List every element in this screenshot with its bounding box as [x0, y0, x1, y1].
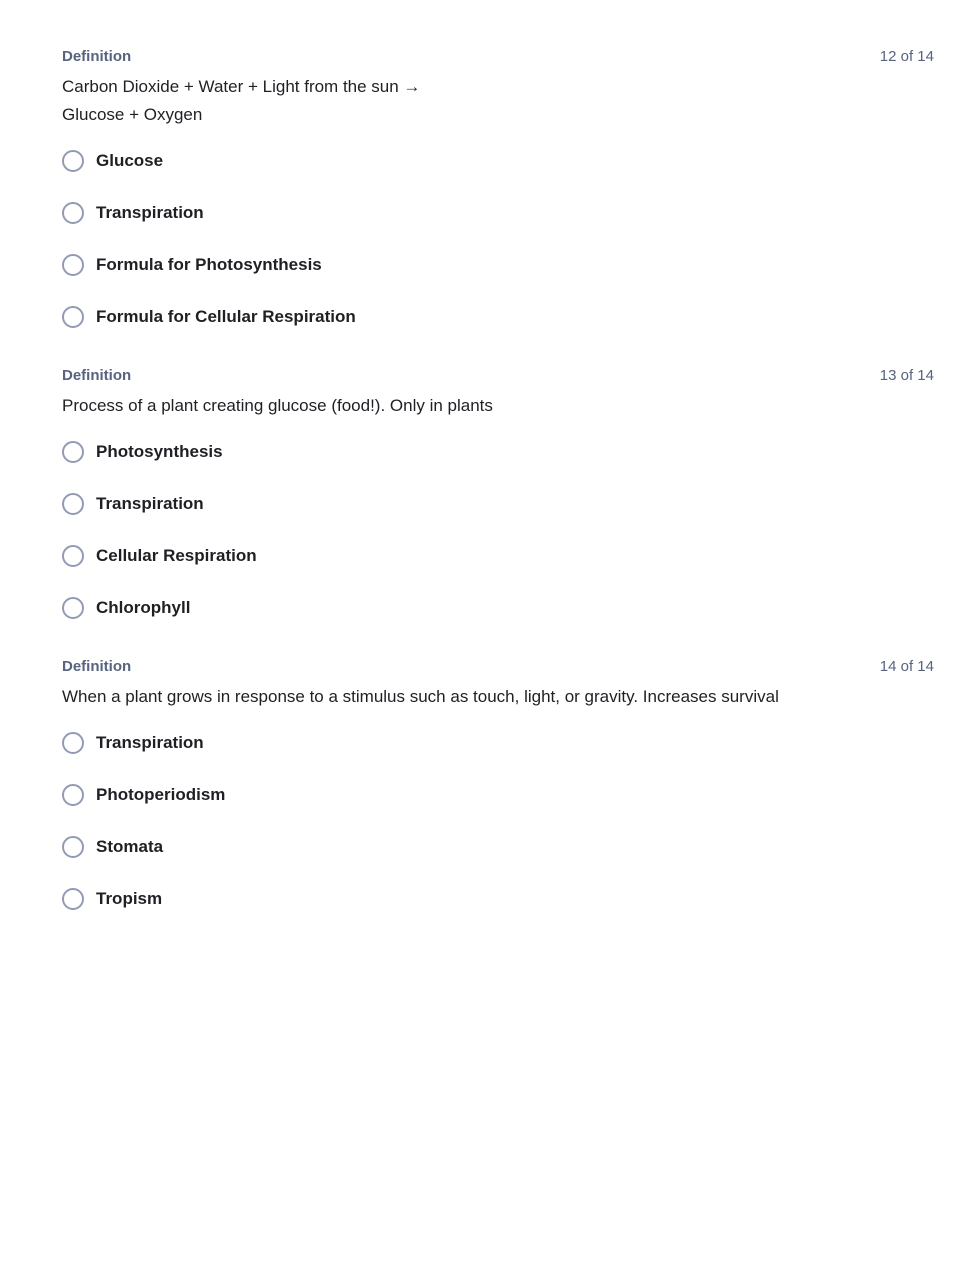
question-14 [62, 656, 934, 925]
question-type-label: Definition [62, 47, 132, 65]
answer-option-label: Stomata [96, 837, 164, 856]
answer-option-transpiration[interactable] [62, 187, 934, 239]
answer-option-photosynthesis[interactable] [62, 426, 934, 478]
definition-text-line: When a plant grows in response to a stimulus such as touch, light, or gravity. Increases survival [62, 687, 779, 706]
radio-button[interactable] [62, 254, 84, 276]
question-type-label: Definition [62, 366, 132, 384]
definition-text-line: Process of a plant creating glucose (food!). Only in plants [62, 396, 493, 415]
radio-button[interactable] [62, 545, 84, 567]
question-type-label: Definition [62, 657, 132, 675]
answer-option-label: Cellular Respiration [96, 546, 257, 565]
question-header [62, 46, 934, 66]
answer-option-label: Transpiration [96, 494, 204, 513]
radio-button[interactable] [62, 784, 84, 806]
answer-option-tropism[interactable] [62, 873, 934, 925]
answer-option-formula-cellular-respiration[interactable] [62, 291, 934, 343]
radio-button[interactable] [62, 441, 84, 463]
answer-option-label: Glucose [96, 151, 164, 170]
question-13 [62, 365, 934, 634]
definition-text [62, 683, 934, 711]
question-counter: 14 of 14 [879, 657, 934, 675]
radio-button[interactable] [62, 888, 84, 910]
radio-button[interactable] [62, 306, 84, 328]
answer-option-stomata[interactable] [62, 821, 934, 873]
radio-button[interactable] [62, 597, 84, 619]
answer-option-label: Transpiration [96, 733, 204, 752]
answer-option-chlorophyll[interactable] [62, 582, 934, 634]
answer-options [62, 717, 934, 925]
answer-option-glucose[interactable] [62, 135, 934, 187]
answer-option-label: Formula for Photosynthesis [96, 255, 322, 274]
question-counter: 12 of 14 [879, 47, 934, 65]
answer-option-label: Formula for Cellular Respiration [96, 307, 356, 326]
definition-text [62, 73, 934, 129]
answer-option-cellular-respiration[interactable] [62, 530, 934, 582]
answer-option-label: Transpiration [96, 203, 204, 222]
answer-option-label: Photosynthesis [96, 442, 223, 461]
answer-option-formula-photosynthesis[interactable] [62, 239, 934, 291]
radio-button[interactable] [62, 836, 84, 858]
radio-button[interactable] [62, 202, 84, 224]
answer-option-transpiration[interactable] [62, 478, 934, 530]
quiz-page [62, 46, 934, 947]
answer-option-label: Tropism [96, 889, 163, 908]
answer-option-label: Photoperiodism [96, 785, 226, 804]
radio-button[interactable] [62, 732, 84, 754]
question-header [62, 656, 934, 676]
question-12 [62, 46, 934, 343]
answer-options [62, 135, 934, 343]
answer-option-transpiration[interactable] [62, 717, 934, 769]
radio-button[interactable] [62, 150, 84, 172]
definition-text-line: Carbon Dioxide + Water + Light from the sun → [62, 77, 421, 96]
answer-options [62, 426, 934, 634]
definition-text [62, 392, 934, 420]
answer-option-photoperiodism[interactable] [62, 769, 934, 821]
question-counter: 13 of 14 [879, 366, 934, 384]
definition-text-line: Glucose + Oxygen [62, 105, 203, 124]
answer-option-label: Chlorophyll [96, 598, 191, 617]
question-header [62, 365, 934, 385]
radio-button[interactable] [62, 493, 84, 515]
